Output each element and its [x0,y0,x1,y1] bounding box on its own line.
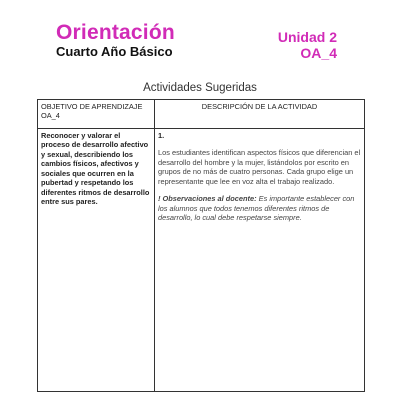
section-title: Actividades Sugeridas [143,82,257,94]
activities-table [37,99,365,392]
course-level: Cuarto Año Básico [56,44,173,59]
objective-text: Reconocer y valorar el proceso de desarrollo afectivo y sexual, describiendo los cambios físicos, afectivos y sociales que ocurren en la pubertad y respetando los diferentes ritmos de desarrollo entre sus pares. [41,131,150,207]
objective-column-header: OBJETIVO DE APRENDIZAJE OA_4 [38,100,155,129]
observation-text: Es importante establecer con los alumnos que todos tenemos diferentes ritmos de desarrollo, lo cual debe respetarse siempre. [158,194,355,223]
activity-description: Los estudiantes identifican aspectos físicos que diferencian el desarrollo del hombre y la mujer, listándolos por escrito en grupos de no más de cuatro personas. Cada grupo elige un representante que lee en voz alta el trabajo realizado. [158,148,361,186]
activity-cell [155,129,365,392]
observation-label: ! Observaciones al docente: [158,194,257,204]
objective-code: OA_4 [300,45,337,61]
activity-number: 1. [158,131,165,140]
description-column-header: DESCRIPCIÓN DE LA ACTIVIDAD [155,100,365,129]
objective-cell [38,129,155,392]
unit-label: Unidad 2 [277,29,337,45]
teacher-observation [158,194,361,222]
table-header-row [38,100,365,129]
page-title: Orientación [56,21,175,44]
table-row [38,129,365,392]
